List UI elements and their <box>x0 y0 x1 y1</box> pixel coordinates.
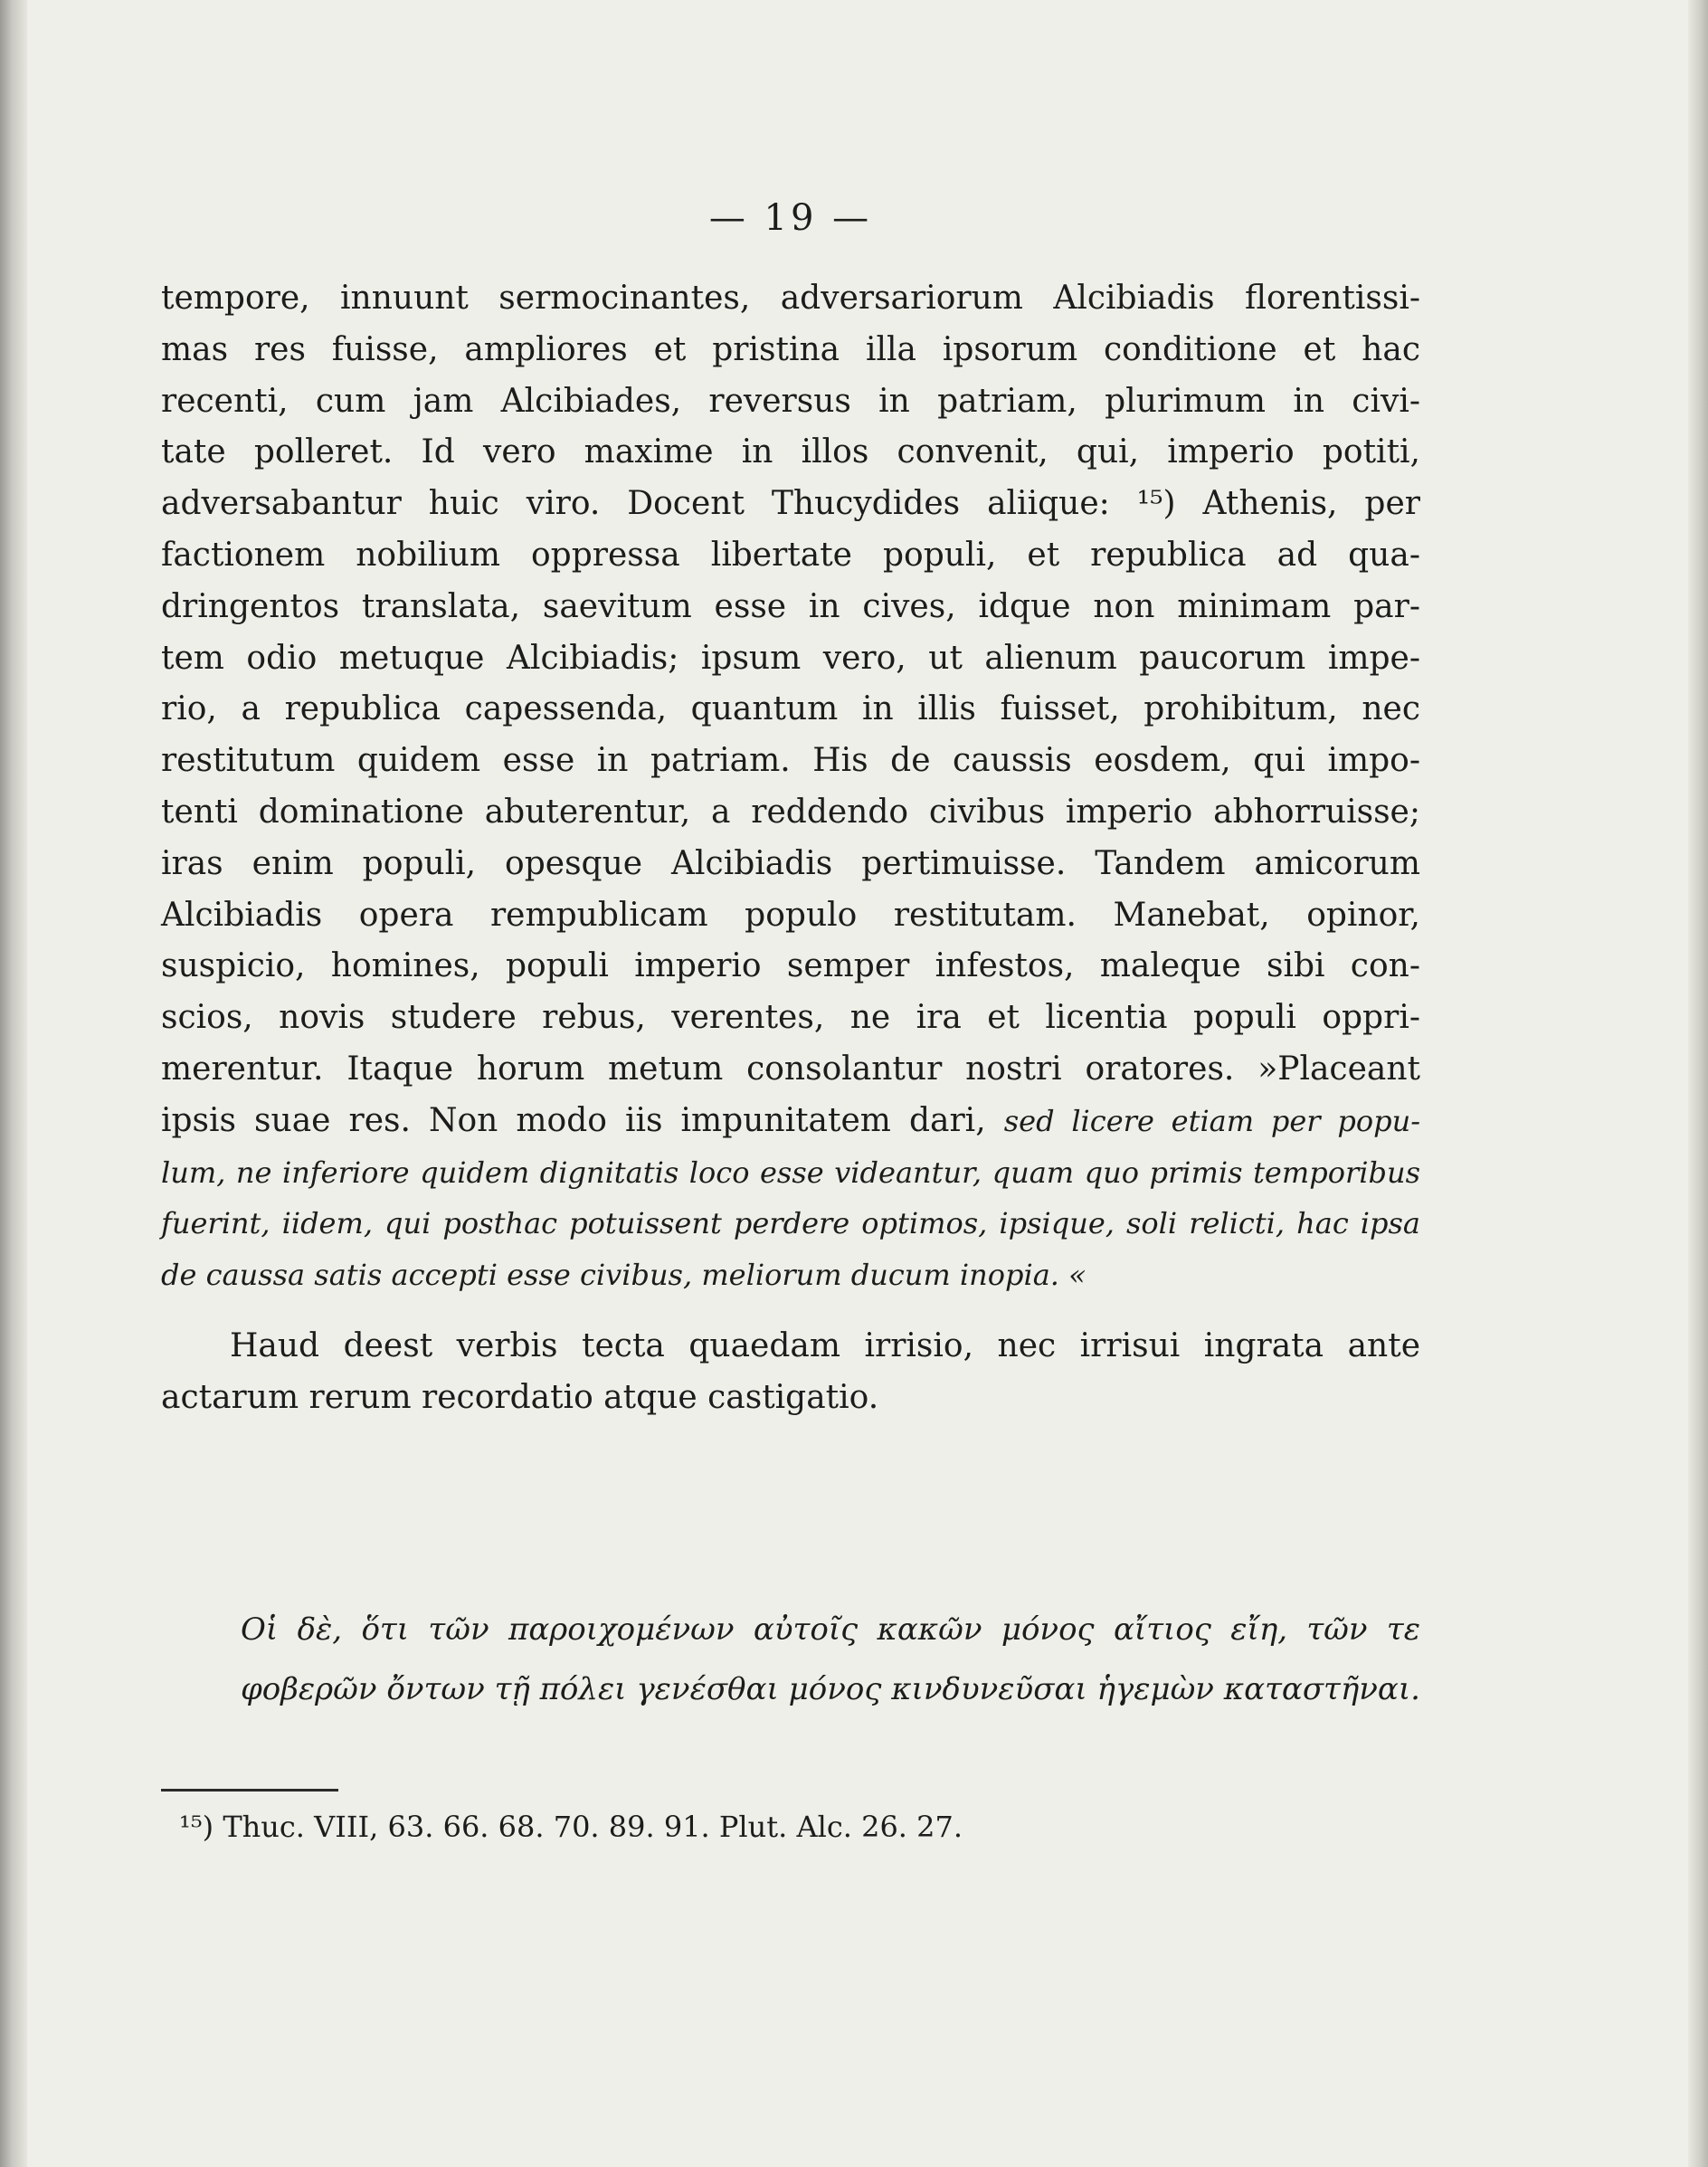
text-line: mas res fuisse, ampliores et pristina illa ipsorum conditione et hac <box>161 330 1420 368</box>
text-line: actarum rerum recordatio atque castigatio. <box>161 1378 879 1416</box>
footnote: ¹⁵) Thuc. VIII, 63. 66. 68. 70. 89. 91. Plut. Alc. 26. 27. <box>179 1810 963 1844</box>
text-line: recenti, cum jam Alcibiades, reversus in patriam, plurimum in civi- <box>161 382 1420 420</box>
italic-line: lum, ne inferiore quidem dignitatis loco esse videantur, quam quo primis temporibus <box>161 1155 1420 1190</box>
text-line: Haud deest verbis tecta quaedam irrisio, nec irrisui ingrata ante <box>230 1326 1420 1364</box>
italic-line: de caussa satis accepti esse civibus, meliorum ducum inopia. « <box>161 1258 1086 1293</box>
text-line: rio, a republica capessenda, quantum in illis fuisset, prohibitum, nec <box>161 690 1420 728</box>
page-edge <box>1688 0 1708 2167</box>
text-line: suspicio, homines, populi imperio semper infestos, maleque sibi con- <box>161 947 1420 985</box>
text-segment: ipsis suae res. Non modo iis impunitatem dari, <box>161 1101 986 1139</box>
text-line: Alcibiadis opera rempublicam populo restitutam. Manebat, opinor, <box>161 896 1420 934</box>
text-line-mixed <box>161 1096 1420 1147</box>
text-line: adversabantur huic viro. Docent Thucydides aliique: ¹⁵) Athenis, per <box>161 485 1420 523</box>
italic-line: fuerint, iidem, qui posthac potuissent perdere optimos, ipsique, soli relicti, hac ipsa <box>161 1206 1420 1241</box>
page-content <box>161 0 1420 2167</box>
text-line: scios, novis studere rebus, verentes, ne ira et licentia populi oppri- <box>161 999 1420 1037</box>
text-line: tempore, innuunt sermocinantes, adversariorum Alcibiadis florentissi- <box>161 280 1420 317</box>
greek-quote <box>241 1600 1420 1719</box>
text-line: restitutum quidem esse in patriam. His de caussis eosdem, qui impo- <box>161 742 1420 780</box>
page-number: — 19 — <box>708 197 873 239</box>
text-line: merentur. Itaque horum metum consolantur nostri oratores. »Placeant <box>161 1050 1420 1088</box>
text-line: tem odio metuque Alcibiadis; ipsum vero, ut alienum paucorum impe- <box>161 639 1420 677</box>
book-spine-shadow <box>0 0 27 2167</box>
body-text <box>161 273 1420 1424</box>
greek-line: Οἱ δὲ, ὅτι τῶν παροιχομένων αὐτοῖς κακῶν μόνος αἴτιος εἴη, τῶν τε <box>241 1611 1420 1648</box>
footnote-rule <box>161 1789 338 1792</box>
text-line: iras enim populi, opesque Alcibiadis pertimuisse. Tandem amicorum <box>161 844 1420 882</box>
text-line: factionem nobilium oppressa libertate populi, et republica ad qua- <box>161 536 1420 574</box>
italic-segment: sed licere etiam per popu- <box>1003 1103 1421 1138</box>
text-line: tenti dominatione abuterentur, a reddendo civibus imperio abhorruisse; <box>161 793 1420 831</box>
greek-line: φοβερῶν ὄντων τῇ πόλει γενέσθαι μόνος κινδυνεῦσαι ἡγεμὼν καταστῆναι. <box>241 1671 1420 1707</box>
paragraph-gap <box>161 1301 1420 1321</box>
text-line: tate polleret. Id vero maxime in illos convenit, qui, imperio potiti, <box>161 433 1420 471</box>
text-line: dringentos translata, saevitum esse in cives, idque non minimam par- <box>161 587 1420 625</box>
